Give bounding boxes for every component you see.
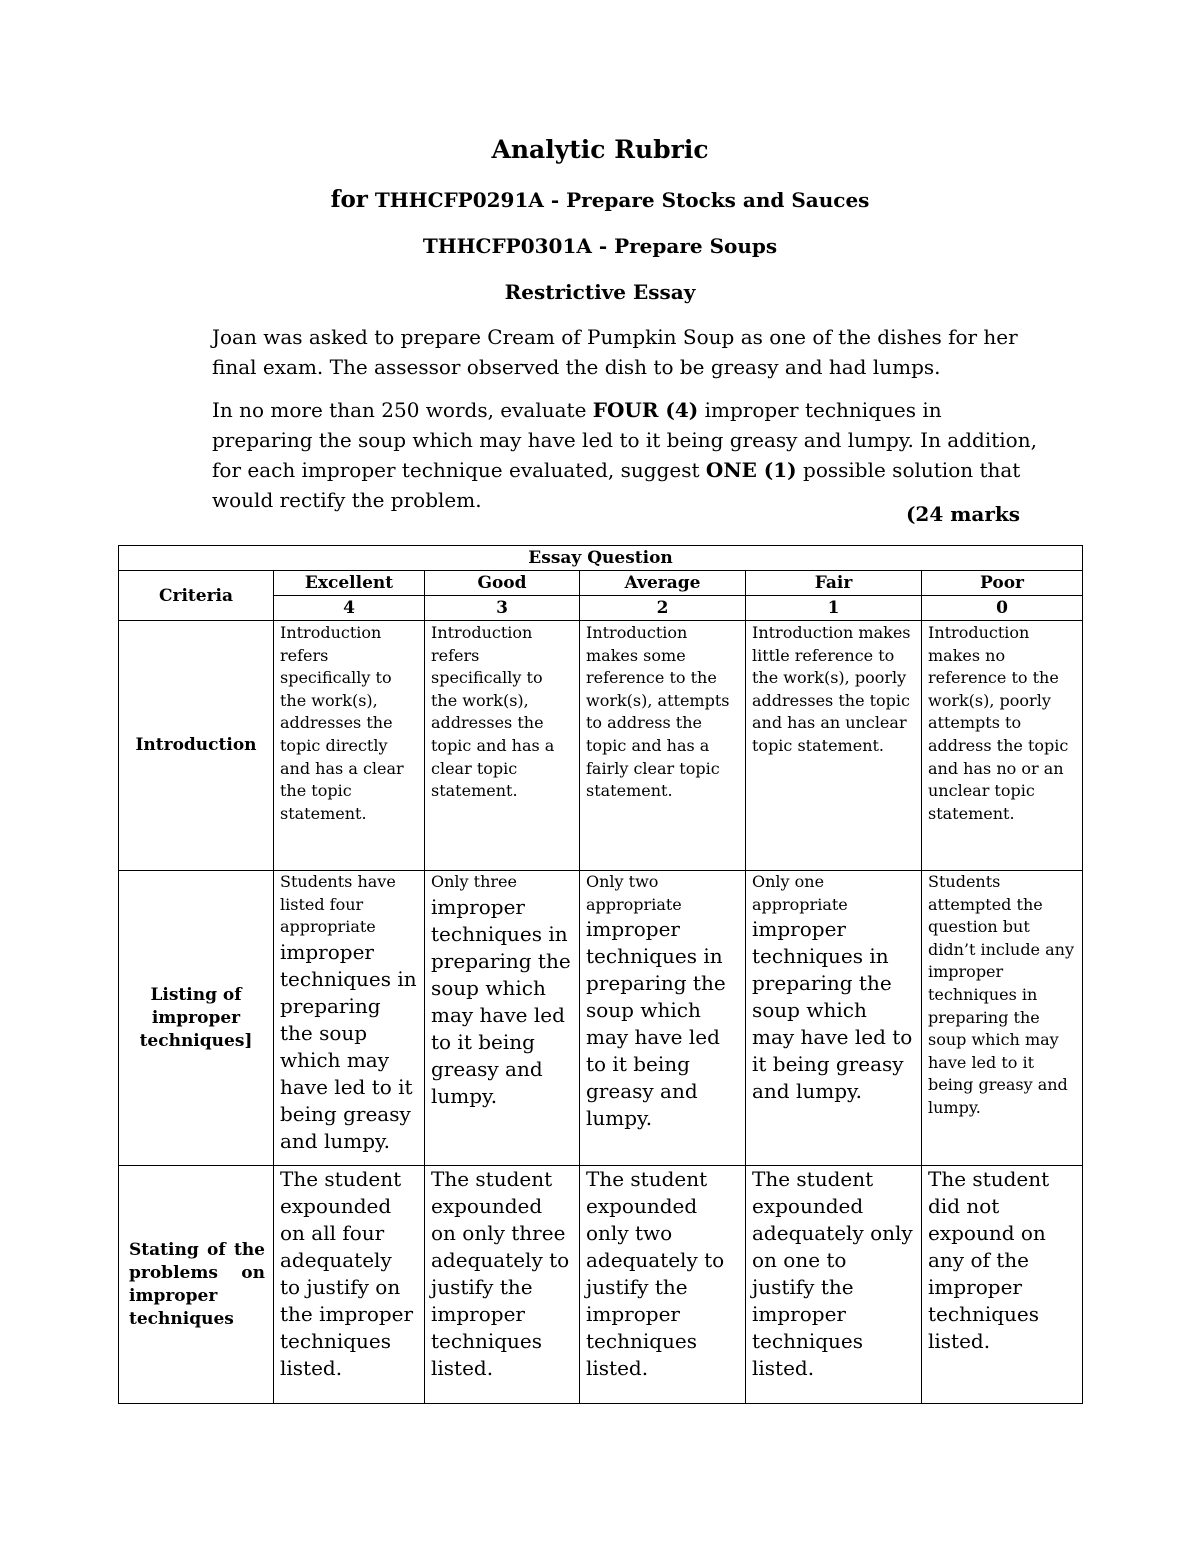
cell-lead-text: Students have listed four appropriate bbox=[280, 872, 396, 937]
level-header: Good bbox=[425, 571, 580, 596]
cell-lead-text: Students attempted the question but didn’t include any improper techniques in preparing the soup which may have led to it being greasy and lumpy. bbox=[928, 872, 1074, 1117]
table-row bbox=[119, 871, 1083, 1166]
for-word: for bbox=[330, 186, 368, 213]
criterion-label: Stating of the problems on improper techniques bbox=[119, 1166, 274, 1404]
total-marks: (24 marks bbox=[905, 502, 1020, 526]
instruction-emphasis-four: FOUR (4) bbox=[592, 398, 699, 422]
level-header: Poor bbox=[922, 571, 1083, 596]
cell-lead-text: Only three bbox=[431, 872, 517, 891]
unit-1: THHCFP0291A - Prepare Stocks and Sauces bbox=[374, 188, 870, 212]
level-score: 2 bbox=[580, 596, 746, 621]
level-score: 0 bbox=[922, 596, 1083, 621]
level-score: 1 bbox=[746, 596, 922, 621]
rubric-cell: The student expounded on only three adequately to justify the improper techniques listed. bbox=[425, 1166, 580, 1404]
rubric-table bbox=[118, 545, 1083, 1404]
essay-type: Restrictive Essay bbox=[504, 280, 696, 304]
rubric-cell: The student expounded only two adequately to justify the improper techniques listed. bbox=[580, 1166, 746, 1404]
instruction-part-1: In no more than 250 words, evaluate bbox=[212, 398, 593, 422]
rubric-cell bbox=[274, 871, 425, 1166]
cell-lead-text: Only two appropriate bbox=[586, 872, 682, 914]
table-row bbox=[119, 621, 1083, 871]
rubric-cell bbox=[425, 871, 580, 1166]
unit-line-2: THHCFP0301A - Prepare Soups bbox=[422, 234, 778, 258]
rubric-cell bbox=[746, 871, 922, 1166]
criterion-label: Listing of improper techniques] bbox=[119, 871, 274, 1166]
scenario-paragraph: Joan was asked to prepare Cream of Pumpkin Soup as one of the dishes for her final exam. The assessor observed the dish to be greasy and had lumps. bbox=[212, 325, 1018, 379]
instruction-emphasis-one: ONE (1) bbox=[705, 458, 797, 482]
level-header: Average bbox=[580, 571, 746, 596]
rubric-cell: The student expounded adequately only on one to justify the improper techniques listed. bbox=[746, 1166, 922, 1404]
criterion-label: Introduction bbox=[119, 621, 274, 871]
instruction-part-3: possible solution that would rectify the problem. bbox=[212, 458, 1021, 512]
rubric-cell: The student expounded on all four adequately to justify on the improper techniques listed. bbox=[274, 1166, 425, 1404]
rubric-cell bbox=[580, 871, 746, 1166]
rubric-cell: Introduction makes little reference to the work(s), poorly addresses the topic and has an unclear topic statement. bbox=[746, 621, 922, 871]
rubric-cell: Introduction refers specifically to the work(s), addresses the topic directly and has a clear the topic statement. bbox=[274, 621, 425, 871]
level-score: 4 bbox=[274, 596, 425, 621]
level-header: Fair bbox=[746, 571, 922, 596]
level-header: Excellent bbox=[274, 571, 425, 596]
cell-main-text: improper techniques in preparing the soup which may have led to it being greasy and lumpy. bbox=[752, 917, 913, 1104]
rubric-cell: Introduction refers specifically to the work(s), addresses the topic and has a clear topic statement. bbox=[425, 621, 580, 871]
page-title: Analytic Rubric bbox=[491, 135, 709, 164]
level-score: 3 bbox=[425, 596, 580, 621]
unit-line-1 bbox=[0, 186, 1200, 213]
instruction-paragraph bbox=[212, 395, 1042, 515]
rubric-cell bbox=[922, 871, 1083, 1166]
table-caption: Essay Question bbox=[119, 546, 1083, 571]
criteria-header: Criteria bbox=[119, 571, 274, 621]
rubric-cell: Introduction makes no reference to the work(s), poorly attempts to address the topic and has no or an unclear topic statement. bbox=[922, 621, 1083, 871]
rubric-cell: Introduction makes some reference to the work(s), attempts to address the topic and has a fairly clear topic statement. bbox=[580, 621, 746, 871]
cell-main-text: improper techniques in preparing the soup which may have led to it being greasy and lumpy. bbox=[280, 939, 417, 1153]
rubric-cell: The student did not expound on any of the improper techniques listed. bbox=[922, 1166, 1083, 1404]
cell-lead-text: Only one appropriate bbox=[752, 872, 848, 914]
cell-main-text: improper techniques in preparing the soup which may have led to it being greasy and lumpy. bbox=[431, 894, 571, 1108]
instruction-part-2: improper techniques in preparing the soup which may have led to it being greasy and lumpy. In addition, for each improper technique evaluated, suggest bbox=[212, 398, 1037, 482]
cell-main-text: improper techniques in preparing the soup which may have led to it being greasy and lumpy. bbox=[586, 917, 726, 1131]
table-row bbox=[119, 1166, 1083, 1404]
